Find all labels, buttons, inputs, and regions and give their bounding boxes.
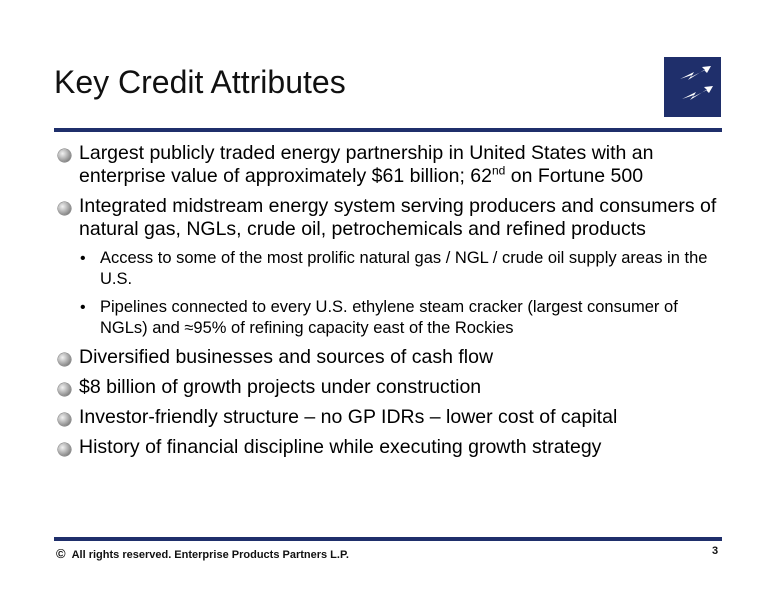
sub-bullet-text: Access to some of the most prolific natural gas / NGL / crude oil supply areas in the U.S. <box>100 249 708 288</box>
bullet-item <box>58 406 726 429</box>
bullet-dot-icon <box>58 202 71 215</box>
bullet-text: Investor-friendly structure – no GP IDRs – lower cost of capital <box>79 406 618 428</box>
bullet-superscript: nd <box>492 163 506 178</box>
bullet-text: Diversified businesses and sources of cash flow <box>79 346 494 368</box>
slide-title: Key Credit Attributes <box>54 64 346 100</box>
sub-bullet-item <box>58 297 726 339</box>
company-logo <box>664 57 721 117</box>
header-divider <box>54 128 722 132</box>
bullet-item <box>58 376 726 399</box>
footer <box>56 546 349 561</box>
bullet-dot-icon <box>58 383 71 396</box>
lightning-bolt-icon <box>664 57 721 117</box>
bullet-text: $8 billion of growth projects under construction <box>79 376 482 398</box>
bullet-text-after: on Fortune 500 <box>505 165 644 187</box>
bullet-item <box>58 346 726 369</box>
bullet-dot-icon <box>58 149 71 162</box>
bullet-item <box>58 142 726 188</box>
bullet-text: Integrated midstream energy system serving producers and consumers of natural gas, NGLs, crude oil, petrochemicals and refined products <box>79 195 717 240</box>
sub-bullet-text: Pipelines connected to every U.S. ethylene steam cracker (largest consumer of NGLs) and ≈95% of refining capacity east of the Rockies <box>100 298 678 337</box>
sub-bullet-item <box>58 248 726 290</box>
bullet-text: Largest publicly traded energy partnership in United States with an enterprise value of approximately $61 billion; 62 <box>79 142 654 187</box>
page-number: 3 <box>712 545 719 557</box>
bullet-item <box>58 436 726 459</box>
bullet-dot-icon <box>58 353 71 366</box>
footer-divider <box>54 537 722 541</box>
sub-bullet-dot-icon: • <box>80 250 86 267</box>
bullet-item <box>58 195 726 241</box>
bullet-list <box>58 142 726 466</box>
sub-bullet-dot-icon: • <box>80 299 86 316</box>
bullet-dot-icon <box>58 443 71 456</box>
bullet-dot-icon <box>58 413 71 426</box>
bullet-text: History of financial discipline while executing growth strategy <box>79 436 602 458</box>
footer-text: All rights reserved. Enterprise Products Partners L.P. <box>71 549 349 561</box>
copyright-icon: © <box>56 546 66 561</box>
